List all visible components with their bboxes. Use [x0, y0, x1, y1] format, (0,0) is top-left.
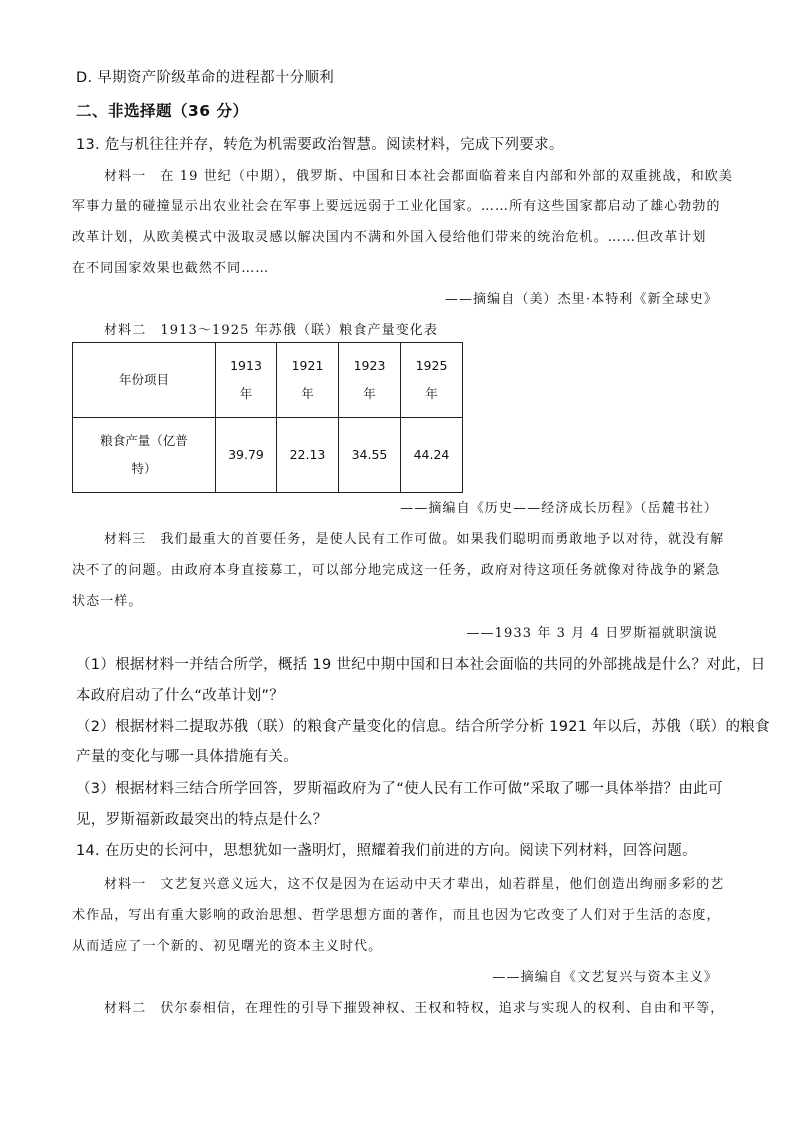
table-header-row — [73, 343, 463, 418]
table-value-cell: 44.24 — [401, 418, 463, 493]
material-1-line-3: 改革计划，从欧美模式中汲取灵感以解决国内不满和外国入侵给他们带来的统治危机。……但改革计划 — [72, 230, 707, 245]
q14-material-1-line-2: 术作品，写出有重大影响的政治思想、哲学思想方面的著作，而且也因为它改变了人们对于生活的态度， — [72, 908, 721, 923]
q14-material-2-line-1: 材料二 伏尔泰相信，在理性的引导下摧毁神权、王权和特权，追求与实现人的权利、自由和平等， — [104, 1001, 725, 1016]
year-unit: 年 — [425, 386, 438, 401]
grain-output-table — [72, 342, 463, 493]
year-unit: 年 — [301, 386, 314, 401]
material-2-source: ——摘编自《历史——经济成长历程》（岳麓书社） — [400, 501, 718, 516]
q14-material-1-line-1: 材料一 文艺复兴意义远大，这不仅是因为在运动中天才辈出，灿若群星，他们创造出绚丽多彩的艺 — [104, 877, 725, 892]
subquestion-3-line-2: 见，罗斯福新政最突出的特点是什么？ — [76, 812, 328, 828]
table-year-cell — [216, 343, 277, 418]
year-value: 1921 — [291, 358, 324, 373]
year-value: 1913 — [230, 358, 262, 373]
subquestion-2-line-1: （2）根据材料二提取苏俄（联）的粮食产量变化的信息。结合所学分析 1921 年以后，苏俄（联）的粮食 — [76, 719, 770, 735]
table-year-cell — [339, 343, 401, 418]
table-corner-cell: 年份项目 — [73, 343, 216, 418]
material-3-source: ——1933 年 3 月 4 日罗斯福就职演说 — [466, 626, 718, 641]
subquestion-1-line-1: （1）根据材料一并结合所学，概括 19 世纪中期中国和日本社会面临的共同的外部挑战是什么？对此，日 — [76, 657, 766, 673]
table-value-cell: 34.55 — [339, 418, 401, 493]
material-3-line-1: 材料三 我们最重大的首要任务，是使人民有工作可做。如果我们聪明而勇敢地予以对待，就没有解 — [104, 532, 725, 547]
material-1-line-4: 在不同国家效果也截然不同…… — [72, 261, 270, 276]
material-3-line-2: 决不了的问题。由政府本身直接募工，可以部分地完成这一任务，政府对待这项任务就像对待战争的紧急 — [72, 563, 721, 578]
table-year-cell — [401, 343, 463, 418]
material-1-line-2: 军事力量的碰撞显示出农业社会在军事上要远远弱于工业化国家。……所有这些国家都启动了雄心勃勃的 — [72, 199, 721, 214]
table-value-cell: 22.13 — [277, 418, 339, 493]
year-value: 1925 — [415, 358, 448, 373]
material-1-source: ——摘编自（美）杰里·本特利《新全球史》 — [444, 292, 718, 307]
question-14-stem: 14. 在历史的长河中，思想犹如一盏明灯，照耀着我们前进的方向。阅读下列材料，回答问题。 — [76, 843, 697, 859]
year-unit: 年 — [363, 386, 376, 401]
option-d: D. 早期资产阶级革命的进程都十分顺利 — [76, 70, 335, 86]
subquestion-3-line-1: （3）根据材料三结合所学回答，罗斯福政府为了“使人民有工作可做”采取了哪一具体举措？由此可 — [76, 781, 723, 797]
question-13-stem: 13. 危与机往往并存，转危为机需要政治智慧。阅读材料，完成下列要求。 — [76, 137, 564, 153]
material-3-line-3: 状态一样。 — [72, 594, 143, 609]
year-value: 1923 — [353, 358, 386, 373]
section-heading: 二、非选择题（36 分） — [76, 102, 249, 120]
q14-material-1-source: ——摘编自《文艺复兴与资本主义》 — [492, 970, 718, 985]
q14-material-1-line-3: 从而适应了一个新的、初见曙光的资本主义时代。 — [72, 939, 383, 954]
year-unit: 年 — [239, 386, 253, 401]
row-label-line-1: 粮食产量（亿普 — [100, 433, 188, 448]
material-2-title: 材料二 1913～1925 年苏俄（联）粮食产量变化表 — [104, 323, 439, 338]
table-year-cell — [277, 343, 339, 418]
material-1-line-1: 材料一 在 19 世纪（中期），俄罗斯、中国和日本社会都面临着来自内部和外部的双重挑战，和欧美 — [104, 169, 734, 184]
table-row-label — [73, 418, 216, 493]
table-value-cell: 39.79 — [216, 418, 277, 493]
row-label-line-2: 特） — [131, 461, 157, 476]
subquestion-2-line-2: 产量的变化与哪一具体措施有关。 — [76, 749, 298, 765]
table-data-row — [73, 418, 463, 493]
subquestion-1-line-2: 本政府启动了什么“改革计划”？ — [76, 688, 285, 704]
